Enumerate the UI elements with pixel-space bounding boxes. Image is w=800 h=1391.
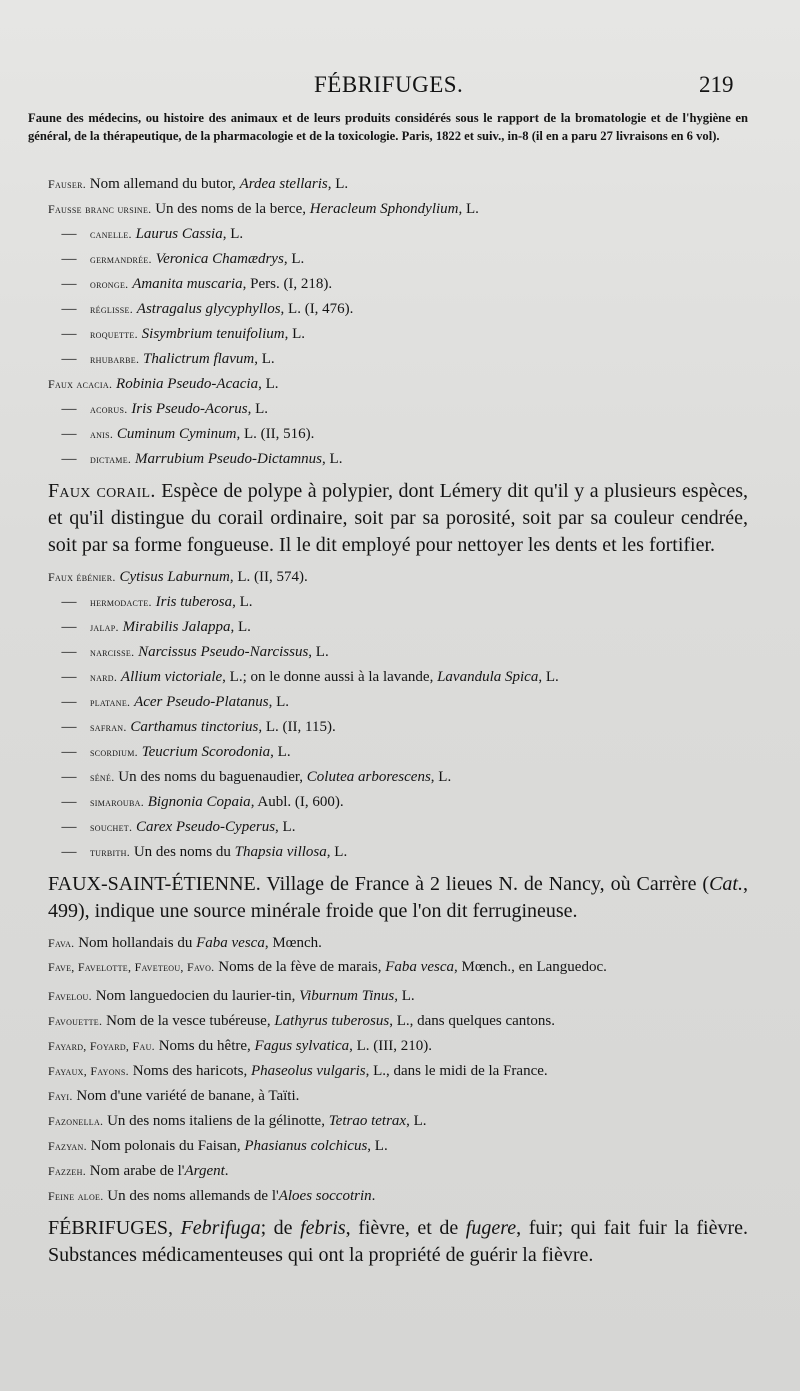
entry-tail: , L. [406, 1113, 427, 1129]
entry-headword: Fazonella. [48, 1114, 104, 1128]
entry-text: Un des noms du baguenaudier, [114, 769, 307, 785]
entry-faux-platane [48, 690, 748, 715]
ditto-dash: — [61, 819, 77, 835]
ditto-dash: — [61, 226, 77, 242]
entry-headword: narcisse. [90, 645, 135, 659]
entry-faux-scordium [48, 740, 748, 765]
entry-tail: , L. [230, 619, 251, 635]
entry-headword: roquette. [90, 327, 138, 341]
entry-faux-hermodacte [48, 590, 748, 615]
entry-faux-turbith [48, 840, 748, 865]
ditto-dash: — [61, 844, 77, 860]
entry-latin: Allium victoriale [120, 669, 223, 685]
entry-tail: , Mœnch. [264, 935, 322, 951]
entry-headword: hermodacte. [90, 595, 152, 609]
entry-tail: , L. [232, 594, 253, 610]
ditto-dash: — [61, 276, 77, 292]
entry-febrifuges [48, 1215, 748, 1269]
ditto-dash: — [61, 719, 77, 735]
entry-headword: Fausse branc ursine. [48, 202, 152, 216]
entry-latin: Iris tuberosa [155, 594, 233, 610]
ditto-dash: — [61, 251, 77, 267]
entry-text-second: , fièvre, et de [345, 1217, 466, 1239]
entry-text: Noms de la fève de marais, [214, 959, 386, 975]
entry-tail: , L., dans le midi de la France. [365, 1063, 548, 1079]
entry-faux-narcisse [48, 640, 748, 665]
entry-feine-aloe [48, 1184, 748, 1209]
entry-tail: , L. [283, 251, 305, 267]
entry-fayi [48, 1084, 748, 1109]
ditto-dash: — [61, 644, 77, 660]
entry-text: Nom polonais du Faisan, [86, 1138, 245, 1154]
entry-fayaux [48, 1059, 748, 1084]
entry-faux-simarouba [48, 790, 748, 815]
entry-tail: , L. [327, 176, 349, 192]
entry-tail: , L. [326, 844, 348, 860]
entry-fausse-roquette [48, 322, 748, 347]
entry-tail: . [371, 1188, 376, 1204]
entry-latin: Marrubium Pseudo-Dictamnus [134, 451, 323, 467]
entry-faux-anis [48, 422, 748, 447]
entry-headword: dictame. [90, 452, 132, 466]
entry-latin: Sisymbrium tenuifolium [141, 326, 285, 342]
entry-fauser [48, 172, 748, 197]
entry-tail: , L. (II, 574). [229, 569, 308, 585]
entry-text: Un des noms de la berce, [151, 201, 310, 217]
entry-latin: Iris Pseudo-Acorus [131, 401, 248, 417]
entry-favouette [48, 1009, 748, 1034]
entry-headword: nard. [90, 670, 118, 684]
entry-headword: acorus. [90, 402, 128, 416]
entry-headword: scordium. [90, 745, 138, 759]
entry-latin: Faba vesca [196, 935, 265, 951]
entry-text: Un des noms allemands de l' [103, 1188, 279, 1204]
entry-headword: Fayi. [48, 1089, 73, 1103]
entry-latin: Thapsia villosa [234, 844, 327, 860]
entry-tail: , L. [308, 644, 329, 660]
ditto-dash: — [61, 744, 77, 760]
bibliography-note: Faune des médecins, ou histoire des animaux et de leurs produits considérés sous le rapport de la bromatologie et de l'hygiène en général, de la thérapeutique, de la pharmacologie et de la toxicologie. Paris, 1822 et suiv., in-8 (il en a paru 27 livraisons en 6 vol). [28, 111, 748, 143]
entry-headword: oronge. [90, 277, 129, 291]
dictionary-entries [48, 172, 748, 1275]
ditto-dash: — [61, 351, 77, 367]
entry-latin: Heracleum Sphondylium [309, 201, 459, 217]
entry-tail: , L. (II, 115). [258, 719, 336, 735]
entry-fausse-canelle [48, 222, 748, 247]
entry-tail: , L. [247, 401, 268, 417]
entry-headword: Favelou. [48, 989, 92, 1003]
entry-tail: , L. (III, 210). [349, 1038, 433, 1054]
entry-fausse-oronge [48, 272, 748, 297]
entry-faux-saint-etienne [48, 871, 748, 925]
entry-latin: Thalictrum flavum [143, 351, 255, 367]
entry-tail: , L. [284, 326, 306, 342]
entry-headword: FÉBRIFUGES, [48, 1217, 174, 1239]
entry-latin: Phaseolus vulgaris [251, 1063, 366, 1079]
entry-faux-nard [48, 665, 748, 690]
entry-latin: Carthamus tinctorius [130, 719, 259, 735]
entry-tail: , Pers. (I, 218). [242, 276, 333, 292]
entry-headword: réglisse. [90, 302, 134, 316]
entry-headword: séné. [90, 770, 115, 784]
entry-text: Nom arabe de l' [86, 1163, 185, 1179]
entry-fazzeh [48, 1159, 748, 1184]
entry-headword: Fayard, Foyard, Fau. [48, 1039, 155, 1053]
entry-headword: safran. [90, 720, 127, 734]
entry-faux-ebenier [48, 565, 748, 590]
entry-headword: Favouette. [48, 1014, 103, 1028]
entry-text: Noms des haricots, [128, 1063, 252, 1079]
entry-tail: , L. [268, 694, 290, 710]
entry-tail: , 499), indique une source minérale froide que l'on dit ferrugineuse. [48, 873, 748, 922]
entry-headword: jalap. [90, 620, 119, 634]
entry-tail: , L. [322, 451, 343, 467]
entry-latin: Astragalus glycyphyllos [136, 301, 281, 317]
entry-text: , L.; on le donne aussi à la lavande, [222, 669, 438, 685]
ditto-dash: — [61, 794, 77, 810]
entry-tail: , L. [222, 226, 244, 242]
entry-fave [48, 956, 748, 984]
entry-latin: Cytisus Laburnum [119, 569, 230, 585]
entry-tail: , L. (II, 516). [236, 426, 315, 442]
entry-headword: germandrée. [90, 252, 152, 266]
entry-headword: Faux corail. [48, 480, 156, 502]
entry-text: Village de France à 2 lieues N. de Nancy, où Carrère ( [260, 873, 710, 895]
entry-tail: , L. [430, 769, 452, 785]
entry-latin: Ardea stellaris [239, 176, 328, 192]
entry-text: Nom d'une variété de banane, à Taïti. [72, 1088, 300, 1104]
entry-tail: . [224, 1163, 229, 1179]
ditto-dash: — [61, 694, 77, 710]
entry-latin: Cuminum Cyminum [116, 426, 237, 442]
entry-headword: Feine aloe. [48, 1189, 104, 1203]
entry-tail: , L. [538, 669, 559, 685]
entry-headword: Fave, Favelotte, Faveteou, Favo. [48, 960, 215, 974]
entry-latin: Cat. [709, 873, 743, 895]
entry-headword: Faux ébénier. [48, 570, 116, 584]
ditto-dash: — [61, 401, 77, 417]
entry-faux-souchet [48, 815, 748, 840]
running-head: FÉBRIFUGES. [314, 72, 464, 97]
entry-headword: turbith. [90, 845, 131, 859]
entry-latin: Mirabilis Jalappa [122, 619, 231, 635]
ditto-dash: — [61, 594, 77, 610]
entry-headword: Faux acacia. [48, 377, 113, 391]
entry-latin: Teucrium Scorodonia [141, 744, 271, 760]
entry-faux-acorus [48, 397, 748, 422]
entry-latin: Amanita muscaria [132, 276, 243, 292]
entry-latin: Narcissus Pseudo-Narcissus [138, 644, 309, 660]
entry-latin: Tetrao tetrax [328, 1113, 407, 1129]
entry-tail: , L. [254, 351, 275, 367]
entry-latin: Carex Pseudo-Cyperus [136, 819, 276, 835]
entry-headword: FAUX-SAINT-ÉTIENNE. [48, 873, 261, 895]
entry-tail: , fuir; qui fait fuir la fièvre. Substances médicamenteuses qui ont la propriété de guérir la fièvre. [48, 1217, 748, 1266]
entry-faux-safran [48, 715, 748, 740]
entry-faux-dictame [48, 447, 748, 472]
entry-tail: , Aubl. (I, 600). [250, 794, 344, 810]
entry-text: Nom languedocien du laurier-tin, [91, 988, 300, 1004]
entry-latin: Phasianus colchicus [244, 1138, 368, 1154]
entry-tail: , L. [458, 201, 479, 217]
entry-faux-jalap [48, 615, 748, 640]
entry-latin-second: febris [300, 1217, 346, 1239]
entry-headword: souchet. [90, 820, 133, 834]
entry-text: Nom allemand du butor, [86, 176, 240, 192]
entry-tail: , L. (I, 476). [280, 301, 354, 317]
entry-text: Nom de la vesce tubéreuse, [102, 1013, 275, 1029]
entry-latin: Febrifuga [173, 1217, 261, 1239]
entry-latin: Aloes soccotrin [278, 1188, 372, 1204]
entry-favelou [48, 984, 748, 1009]
ditto-dash: — [61, 301, 77, 317]
ditto-dash: — [61, 769, 77, 785]
entry-headword: canelle. [90, 227, 132, 241]
entry-text: ; de [260, 1217, 301, 1239]
entry-tail: , L. [394, 988, 415, 1004]
entry-latin: Viburnum Tinus [299, 988, 395, 1004]
entry-text: Un des noms du [130, 844, 235, 860]
entry-fausse-branc-ursine [48, 197, 748, 222]
entry-headword: platane. [90, 695, 131, 709]
entry-tail: , L. [367, 1138, 388, 1154]
entry-fausse-germandree [48, 247, 748, 272]
entry-latin: Robinia Pseudo-Acacia [116, 376, 259, 392]
ditto-dash: — [61, 619, 77, 635]
entry-tail: , L. [258, 376, 279, 392]
entry-fazonella [48, 1109, 748, 1134]
ditto-dash: — [61, 426, 77, 442]
ditto-dash: — [61, 326, 77, 342]
entry-text: Nom hollandais du [74, 935, 197, 951]
ditto-dash: — [61, 669, 77, 685]
entry-tail: , L. [275, 819, 296, 835]
entry-latin: Laurus Cassia [135, 226, 223, 242]
entry-fausse-rhubarbe [48, 347, 748, 372]
entry-headword: rhubarbe. [90, 352, 140, 366]
entry-fava [48, 931, 748, 956]
page-number: 219 [699, 72, 734, 97]
entry-headword: Fazyan. [48, 1139, 87, 1153]
entry-text: Noms du hêtre, [154, 1038, 255, 1054]
entry-headword: Fazzeh. [48, 1164, 86, 1178]
entry-headword: anis. [90, 427, 114, 441]
entry-faux-corail [48, 478, 748, 559]
entry-faux-sene [48, 765, 748, 790]
entry-headword: Fauser. [48, 177, 87, 191]
entry-latin: Acer Pseudo-Platanus [134, 694, 269, 710]
ditto-dash: — [61, 451, 77, 467]
entry-fausse-reglisse [48, 297, 748, 322]
entry-text: Espèce de polype à polypier, dont Lémery dit qu'il y a plusieurs espèces, et qu'il distingue du corail ordinaire, soit par sa porosité, soit par sa couleur cendrée, soit par sa forme fongueuse. Il le dit employé pour nettoyer les dents et les fortifier. [48, 480, 748, 556]
entry-latin: Bignonia Copaia [147, 794, 251, 810]
entry-latin: Argent [184, 1163, 225, 1179]
entry-latin: Colutea arborescens [306, 769, 431, 785]
entry-tail: , L., dans quelques cantons. [389, 1013, 556, 1029]
entry-latin-third: fugere [465, 1217, 517, 1239]
entry-latin: Fagus sylvatica [254, 1038, 350, 1054]
entry-latin: Veronica Chamædrys [155, 251, 284, 267]
entry-tail: , Mœnch., en Languedoc. [454, 959, 607, 975]
entry-fayard [48, 1034, 748, 1059]
entry-headword: Fava. [48, 936, 75, 950]
entry-text: Un des noms italiens de la gélinotte, [103, 1113, 329, 1129]
entry-latin-second: Lavandula Spica [437, 669, 539, 685]
entry-latin: Faba vesca [385, 959, 454, 975]
entry-headword: simarouba. [90, 795, 145, 809]
entry-latin: Lathyrus tuberosus [274, 1013, 390, 1029]
entry-headword: Fayaux, Fayons. [48, 1064, 129, 1078]
entry-tail: , L. [270, 744, 291, 760]
entry-faux-acacia [48, 372, 748, 397]
entry-fazyan [48, 1134, 748, 1159]
page-header [0, 72, 800, 106]
